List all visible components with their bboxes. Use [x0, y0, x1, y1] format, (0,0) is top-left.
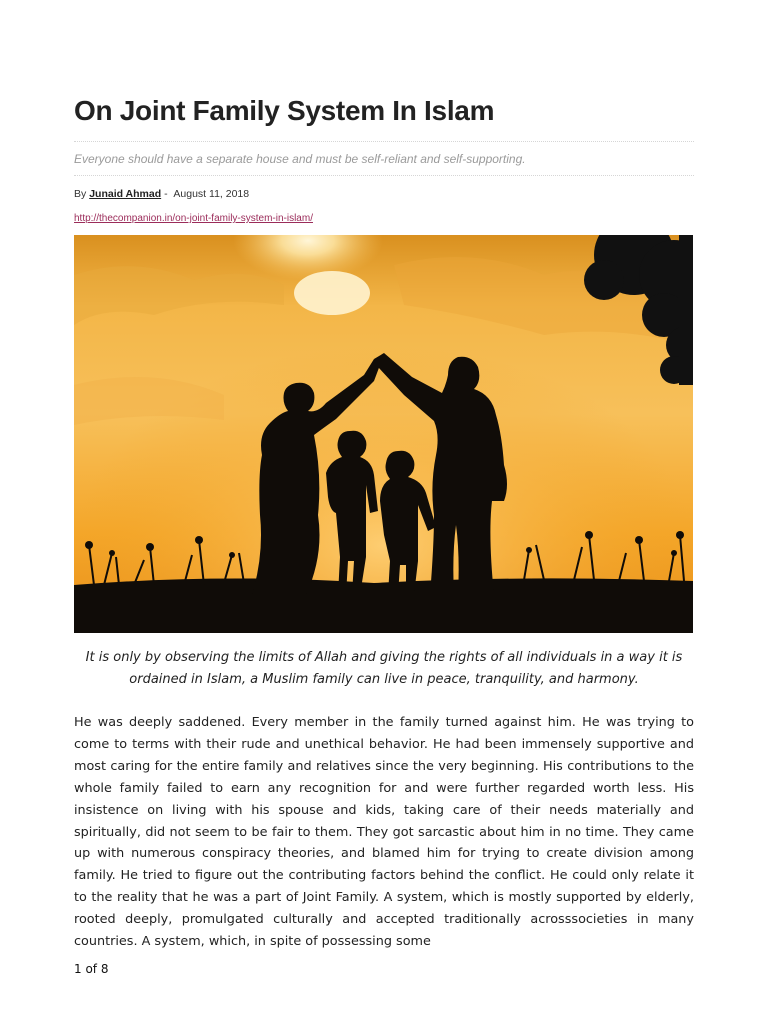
by-label: By — [74, 188, 87, 200]
family-silhouette-sunset-image — [74, 235, 693, 633]
source-url-link[interactable]: http://thecompanion.in/on-joint-family-system-in-islam/ — [74, 213, 313, 224]
publish-date: August 11, 2018 — [173, 188, 250, 200]
article-body: He was deeply saddened. Every member in the family turned against him. He was trying to come to terms with their rude and unethical behavior. He had been immensely supportive and most caring for the entire family and relatives since the very beginning. His contributions to the whole family failed to earn any recognition for and were further regarded worth less. His insistence on living with his spouse and kids, taking care of their needs materially and spiritually, did not seem to be fair to them. They got sarcastic about him in no time. They came up with numerous conspiracy theories, and blamed him for trying to create division among family. He tried to figure out the contributing factors behind the conflict. He could only relate it to the reality that he was a part of Joint Family. A system, which is mostly supported by elderly, rooted deeply, promulgated culturally and accepted traditionally acrosssocieties in many countries. A system, which, in spite of possessing some — [74, 715, 694, 950]
page-indicator: 1 of 8 — [74, 962, 109, 976]
author-link[interactable]: Junaid Ahmad — [89, 188, 162, 200]
article-subtitle: Everyone should have a separate house and must be self-reliant and self-supporting. — [74, 152, 526, 166]
byline — [74, 188, 249, 200]
image-caption: It is only by observing the limits of Allah and giving the rights of all individuals in a way it is ordained in Islam, a Muslim family can live in peace, tranquility, and harmony. — [85, 650, 683, 687]
byline-separator: - — [164, 188, 168, 200]
subtitle-box — [74, 141, 694, 176]
article-title: On Joint Family System In Islam — [74, 95, 495, 126]
